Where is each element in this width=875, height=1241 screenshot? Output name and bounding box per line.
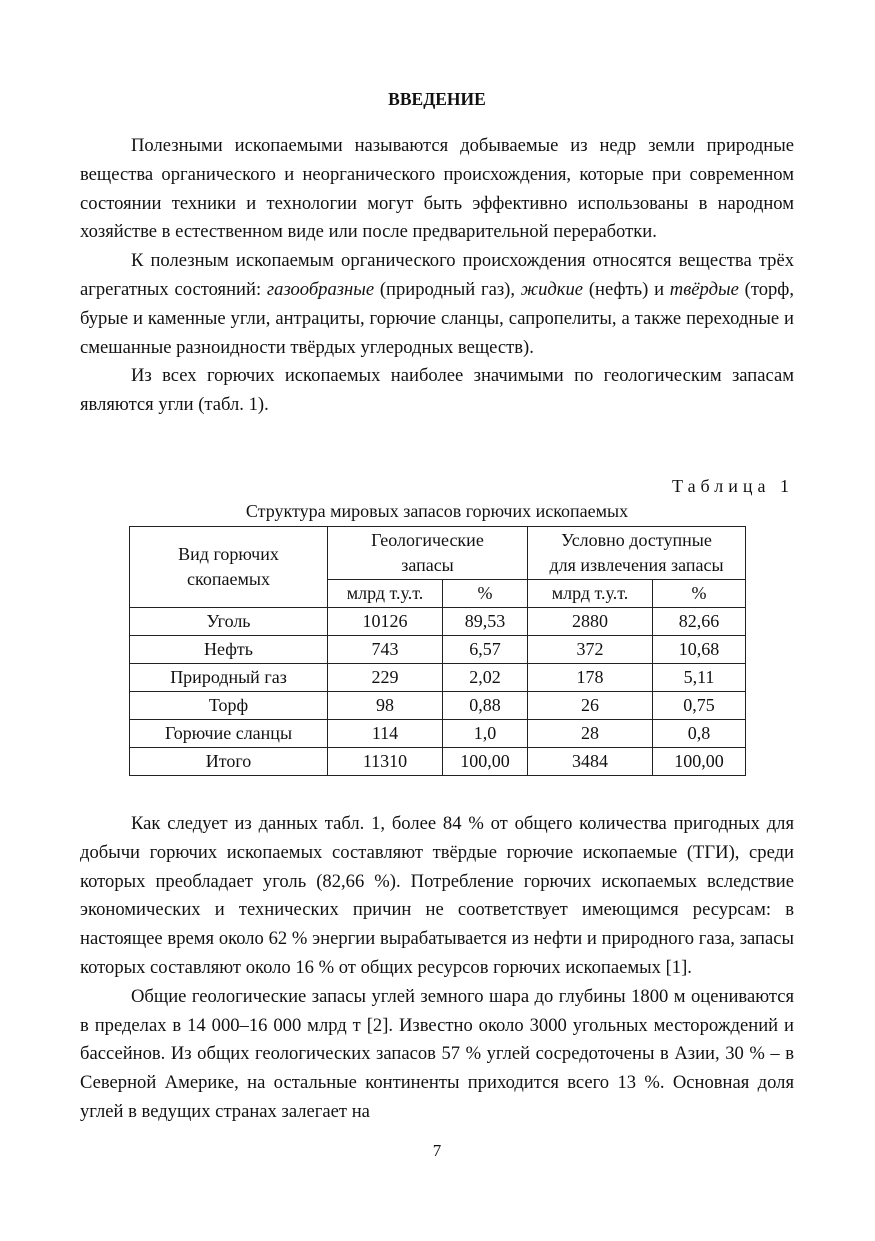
- table-row: [130, 720, 746, 748]
- paragraph-coal-significance: Из всех горючих ископаемых наиболее значимыми по геологическим запасам являются угли (табл. 1).: [80, 365, 794, 416]
- row-name: Итого: [130, 748, 328, 776]
- row-geo: 114: [328, 720, 443, 748]
- paragraph-coal-reserves: Общие геологические запасы углей земного шара до глубины 1800 м оцениваются в пределах в 14 000–16 000 млрд т [2]. Известно около 3000 угольных месторождений и бассейнов. Из общих геологических запасов 57 % углей сосредоточены в Азии, 30 % – в Северной Америке, на остальные континенты приходится всего 13 %. Основная доля углей в ведущих странах залегает на: [80, 985, 794, 1122]
- row-geo-pct: 2,02: [443, 664, 528, 692]
- header-kind: Вид горючих скопаемых: [130, 527, 328, 608]
- row-name: Уголь: [130, 608, 328, 636]
- term-solid: твёрдые: [669, 278, 739, 300]
- intro-section: [80, 132, 794, 420]
- page-title: ВВЕДЕНИЕ: [388, 89, 486, 109]
- table-caption: Структура мировых запасов горючих ископаемых: [245, 501, 629, 521]
- percent-cell: %: [443, 580, 528, 608]
- table-row: [130, 664, 746, 692]
- paragraph-text: (природный газ),: [374, 278, 521, 300]
- analysis-section: [80, 810, 794, 1127]
- row-geo-pct: 1,0: [443, 720, 528, 748]
- paragraph-text: (торф, бурые и каменные угли, антрациты, горючие сланцы, сапропелиты, а также переходные и смешанные разноидности твёрдых углеродных веществ).: [80, 278, 794, 358]
- row-avail: 26: [528, 692, 653, 720]
- table-row: [130, 608, 746, 636]
- row-name: Торф: [130, 692, 328, 720]
- row-geo-pct: 100,00: [443, 748, 528, 776]
- paragraph-text: (нефть) и: [583, 278, 670, 300]
- page-number: 7: [432, 1141, 442, 1160]
- table-number: Таблица 1: [672, 476, 794, 496]
- unit-cell: млрд т.у.т.: [328, 580, 443, 608]
- unit-cell: млрд т.у.т.: [528, 580, 653, 608]
- row-name: Нефть: [130, 636, 328, 664]
- row-avail: 3484: [528, 748, 653, 776]
- row-avail-pct: 0,75: [653, 692, 746, 720]
- row-geo: 10126: [328, 608, 443, 636]
- row-name: Природный газ: [130, 664, 328, 692]
- row-avail-pct: 82,66: [653, 608, 746, 636]
- row-geo-pct: 89,53: [443, 608, 528, 636]
- row-avail: 178: [528, 664, 653, 692]
- paragraph-definition: Полезными ископаемыми называются добываемые из недр земли природные вещества органического и неорганического происхождения, которые при современном состоянии техники и технологии могут быть эффективно использованы в народном хозяйстве в естественном виде или после предварительной переработки.: [80, 135, 794, 243]
- reserves-table: [129, 526, 746, 776]
- row-geo: 11310: [328, 748, 443, 776]
- paragraph-table-analysis: Как следует из данных табл. 1, более 84 % от общего количества пригодных для добычи горючих ископаемых составляют твёрдые горючие ископаемые (ТГИ), среди которых преобладает уголь (82,66 %). Потребление горючих ископаемых вследствие экономических и технических причин не соответствует имеющимся ресурсам: в настоящее время около 62 % энергии вырабатывается из нефти и природного газа, запасы которых составляют около 16 % от общих ресурсов горючих ископаемых [1].: [80, 813, 794, 978]
- paragraph-text: К полезным ископаемым органического происхождения относятся вещества трёх агрегатных состояний:: [80, 250, 794, 300]
- row-geo: 743: [328, 636, 443, 664]
- row-avail: 372: [528, 636, 653, 664]
- row-avail-pct: 0,8: [653, 720, 746, 748]
- table-row: [130, 692, 746, 720]
- row-avail-pct: 100,00: [653, 748, 746, 776]
- row-geo-pct: 0,88: [443, 692, 528, 720]
- row-avail: 2880: [528, 608, 653, 636]
- table-header-row: [130, 527, 746, 580]
- term-liquid: жидкие: [520, 278, 584, 300]
- row-avail-pct: 10,68: [653, 636, 746, 664]
- table-row: [130, 636, 746, 664]
- paragraph-organic-origin: [80, 247, 794, 362]
- table-row-total: [130, 748, 746, 776]
- row-name: Горючие сланцы: [130, 720, 328, 748]
- term-gaseous: газообразные: [266, 278, 375, 300]
- row-avail-pct: 5,11: [653, 664, 746, 692]
- row-avail: 28: [528, 720, 653, 748]
- percent-cell: %: [653, 580, 746, 608]
- row-geo: 229: [328, 664, 443, 692]
- row-geo-pct: 6,57: [443, 636, 528, 664]
- header-geological: Геологические запасы: [328, 527, 528, 580]
- header-available: Условно доступные для извлечения запасы: [528, 527, 746, 580]
- row-geo: 98: [328, 692, 443, 720]
